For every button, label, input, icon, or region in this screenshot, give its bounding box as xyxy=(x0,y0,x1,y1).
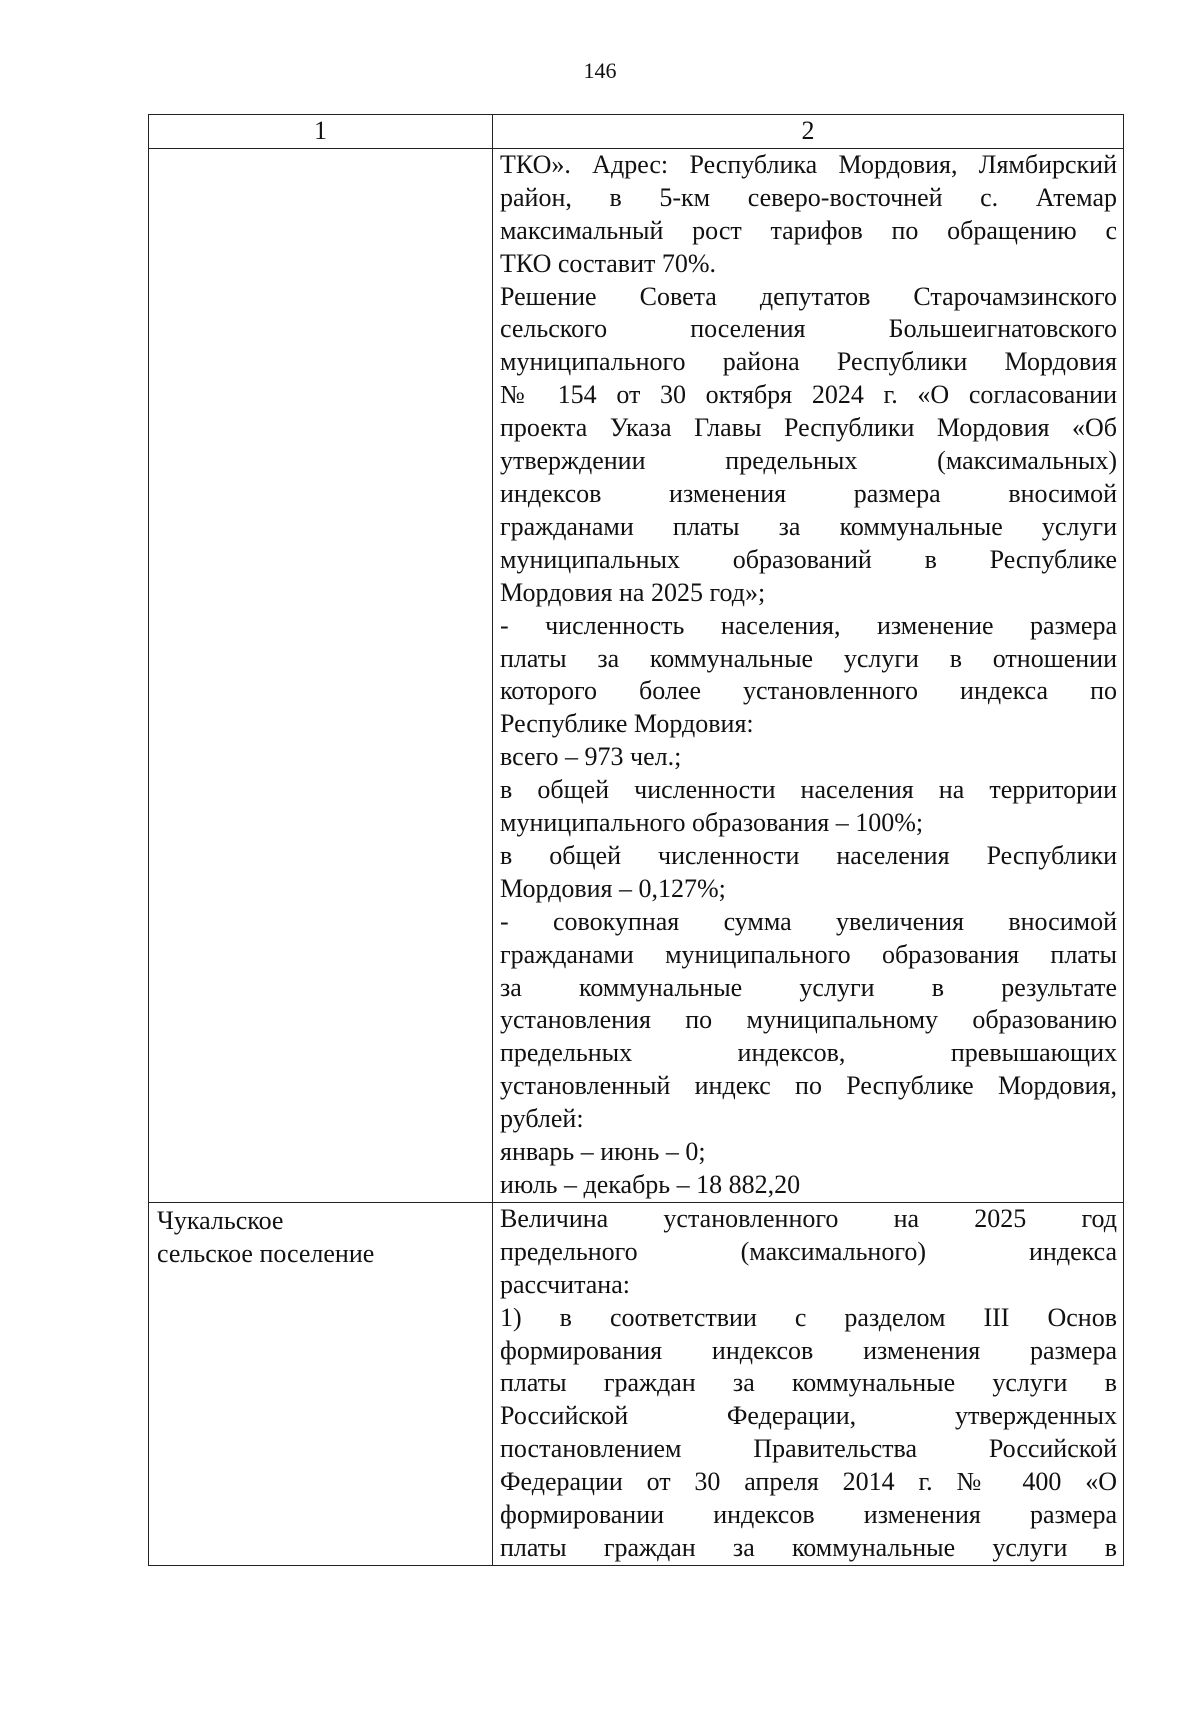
text-line: рассчитана: xyxy=(500,1269,630,1299)
text-line: муниципального района Республики Мордовия xyxy=(500,347,1117,377)
text-line: Мордовия – 0,127%; xyxy=(500,873,726,903)
text-line: июль – декабрь – 18 882,20 xyxy=(500,1170,801,1199)
text-line: ТКО». Адрес: Республика Мордовия, Лямбирский xyxy=(500,149,1117,179)
text-line: - численность населения, изменение размера xyxy=(500,610,1117,640)
row-description-cell xyxy=(493,1202,1124,1565)
table-header-row xyxy=(149,115,1124,149)
text-line: муниципальных образований в Республике xyxy=(500,544,1117,574)
text-line: сельского поселения Большеигнатовского xyxy=(500,314,1117,344)
text-line: в общей численности населения Республики xyxy=(500,840,1117,870)
text-line: платы за коммунальные услуги в отношении xyxy=(500,643,1117,673)
text-line: Решение Совета депутатов Старочамзинского xyxy=(500,281,1117,311)
text-line: в общей численности населения на территории xyxy=(500,775,1117,805)
text-line: формирования индексов изменения размера xyxy=(500,1335,1117,1365)
table-row xyxy=(149,148,1124,1202)
text-line: за коммунальные услуги в результате xyxy=(500,972,1117,1002)
text-line: проекта Указа Главы Республики Мордовия «Об xyxy=(500,413,1117,443)
row-entity-cell xyxy=(149,148,493,1202)
page-number: 146 xyxy=(583,58,617,83)
text-line: Российской Федерации, утвержденных xyxy=(500,1401,1117,1431)
text-line: утверждении предельных (максимальных) xyxy=(500,446,1117,476)
text-line: Федерации от 30 апреля 2014 г. № 400 «О xyxy=(500,1467,1117,1497)
text-line: ТКО составит 70%. xyxy=(500,248,717,278)
text-line: 1) в соответствии с разделом III Основ xyxy=(500,1302,1117,1332)
text-line: Республике Мордовия: xyxy=(500,709,754,739)
text-line: - совокупная сумма увеличения вносимой xyxy=(500,906,1117,936)
text-line: которого более установленного индекса по xyxy=(500,676,1117,706)
text-line: район, в 5-км северо-восточней с. Атемар xyxy=(500,182,1117,212)
text-line: индексов изменения размера вносимой xyxy=(500,478,1117,508)
text-line: рублей: xyxy=(500,1104,584,1134)
table-row xyxy=(149,1202,1124,1565)
text-line: установления по муниципальному образованию xyxy=(500,1005,1117,1035)
text-line: платы граждан за коммунальные услуги в xyxy=(500,1368,1117,1398)
text-line: гражданами муниципального образования платы xyxy=(500,939,1117,969)
text-line: муниципального образования – 100%; xyxy=(500,808,924,838)
text-line: установленный индекс по Республике Мордовия, xyxy=(500,1071,1117,1101)
document-table xyxy=(148,114,1124,1566)
entity-name-line: Чукальское xyxy=(157,1205,284,1235)
row-description-cell xyxy=(493,148,1124,1202)
text-line: гражданами платы за коммунальные услуги xyxy=(500,511,1117,541)
text-line: № 154 от 30 октября 2024 г. «О согласовании xyxy=(500,380,1117,410)
text-line: постановлением Правительства Российской xyxy=(500,1434,1117,1464)
text-line: предельного (максимального) индекса xyxy=(500,1236,1117,1266)
column-header-1: 1 xyxy=(149,115,493,149)
text-line: платы граждан за коммунальные услуги в xyxy=(500,1532,1117,1562)
entity-name-line: сельское поселение xyxy=(157,1238,375,1268)
text-line: формировании индексов изменения размера xyxy=(500,1500,1117,1530)
row-entity-cell xyxy=(149,1202,493,1565)
text-line: предельных индексов, превышающих xyxy=(500,1038,1117,1068)
text-line: всего – 973 чел.; xyxy=(500,742,682,772)
text-line: максимальный рост тарифов по обращению с xyxy=(500,215,1117,245)
column-header-2: 2 xyxy=(493,115,1124,149)
text-line: Величина установленного на 2025 год xyxy=(500,1203,1117,1233)
text-line: январь – июнь – 0; xyxy=(500,1137,706,1167)
text-line: Мордовия на 2025 год»; xyxy=(500,577,766,607)
